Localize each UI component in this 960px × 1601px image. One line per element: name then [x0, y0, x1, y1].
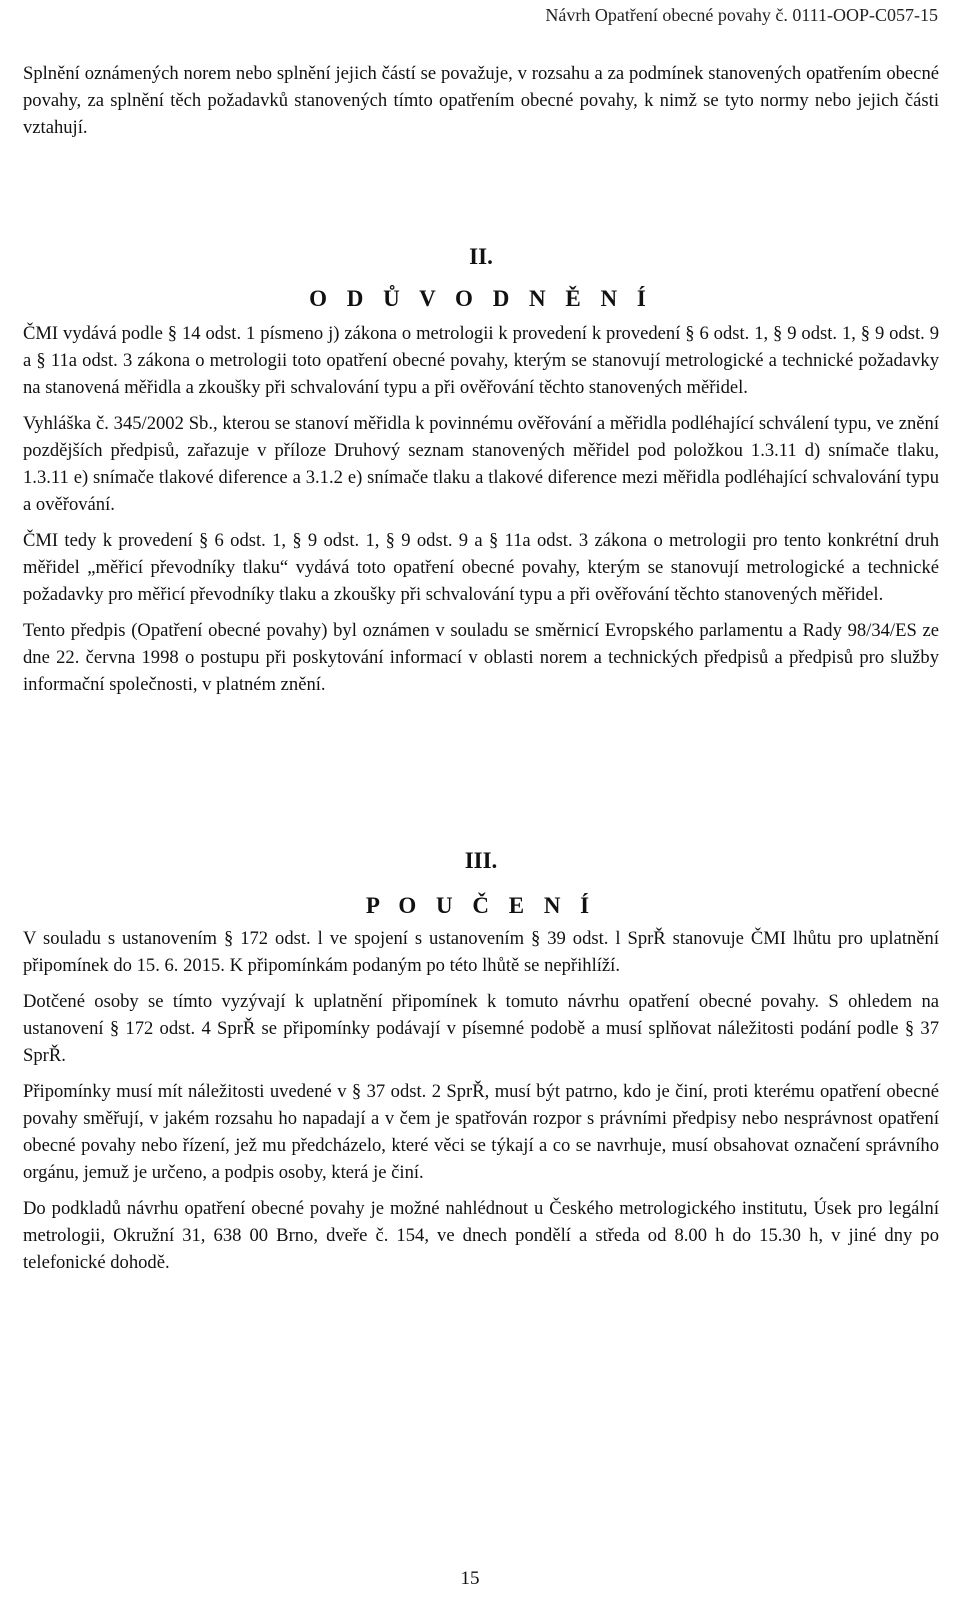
section-iii-paragraph-1: V souladu s ustanovením § 172 odst. l ve spojení s ustanovením § 39 odst. l SprŘ stanovuje ČMI lhůtu pro uplatnění připomínek do 15. 6. 2015. K připomínkám podaným po této lhůtě se nepřihlíží.: [23, 928, 939, 976]
intro-block: [23, 60, 939, 141]
section-ii-title: O D Ů V O D N Ě N Í: [309, 286, 653, 311]
document-header: Návrh Opatření obecné povahy č. 0111-OOP-C057-15: [545, 5, 938, 25]
section-iii-paragraph-4: Do podkladů návrhu opatření obecné povahy je možné nahlédnout u Českého metrologického institutu, Úsek pro legální metrologii, Okružní 31, 638 00 Brno, dveře č. 154, ve dnech pondělí a středa od 8.00 h do 15.30 h, v jiné dny po telefonické dohodě.: [23, 1198, 939, 1273]
section-ii: [23, 242, 939, 698]
intro-paragraph: Splnění oznámených norem nebo splnění jejich částí se považuje, v rozsahu a za podmínek stanovených opatřením obecné povahy, za splnění těch požadavků stanovených tímto opatřením obecné povahy, k nimž se tyto normy nebo jejich části vztahují.: [23, 63, 939, 138]
section-iii-title: P O U Č E N Í: [365, 893, 597, 918]
section-iii: [23, 846, 939, 1276]
section-ii-paragraph-4: Tento předpis (Opatření obecné povahy) byl oznámen v souladu se směrnicí Evropského parlamentu a Rady 98/34/ES ze dne 22. června 1998 o postupu při poskytování informací v oblasti norem a technických předpisů a předpisů pro služby informační společnosti, v platném znění.: [23, 620, 939, 695]
section-ii-paragraph-2: Vyhláška č. 345/2002 Sb., kterou se stanoví měřidla k povinnému ověřování a měřidla podléhající schválení typu, ve znění pozdějších předpisů, zařazuje v příloze Druhový seznam stanovených měřidel pod položkou 1.3.11 d) snímače tlaku, 1.3.11 e) snímače tlakové diference a 3.1.2 e) snímače tlaku a tlakové diference mezi měřidla podléhající schvalování typu a ověřování.: [23, 413, 939, 515]
section-iii-paragraph-3: Připomínky musí mít náležitosti uvedené v § 37 odst. 2 SprŘ, musí být patrno, kdo je činí, proti kterému opatření obecné povahy směřují, v jakém rozsahu ho napadají a v čem je spatřován rozpor s právními předpisy nebo nesprávnost opatření obecné povahy nebo řízení, jež mu předcházelo, které věci se týkají a co se navrhuje, musí obsahovat označení správního orgánu, jemuž je určeno, a podpis osoby, která je činí.: [23, 1081, 939, 1183]
section-ii-paragraph-3: ČMI tedy k provedení § 6 odst. 1, § 9 odst. 1, § 9 odst. 9 a § 11a odst. 3 zákona o metrologii pro tento konkrétní druh měřidel „měřicí převodníky tlaku“ vydává toto opatření obecné povahy, kterým se stanovují metrologické a technické požadavky pro měřicí převodníky tlaku a zkoušky při schvalování typu a při ověřování těchto stanovených měřidel.: [23, 530, 939, 605]
section-iii-number: III.: [464, 848, 498, 873]
section-iii-paragraph-2: Dotčené osoby se tímto vyzývají k uplatnění připomínek k tomuto návrhu opatření obecné povahy. S ohledem na ustanovení § 172 odst. 4 SprŘ se připomínky podávají v písemné podobě a musí splňovat náležitosti podání podle § 37 SprŘ.: [23, 991, 939, 1066]
page-number: 15: [460, 1568, 480, 1589]
section-ii-paragraph-1: ČMI vydává podle § 14 odst. 1 písmeno j) zákona o metrologii k provedení k provedení § 6 odst. 1, § 9 odst. 1, § 9 odst. 9 a § 11a odst. 3 zákona o metrologii toto opatření obecné povahy, kterým se stanovují metrologické a technické požadavky na stanovená měřidla a zkoušky při schvalování typu a při ověřování těchto stanovených měřidel.: [23, 323, 939, 398]
section-ii-number: II.: [469, 244, 493, 269]
